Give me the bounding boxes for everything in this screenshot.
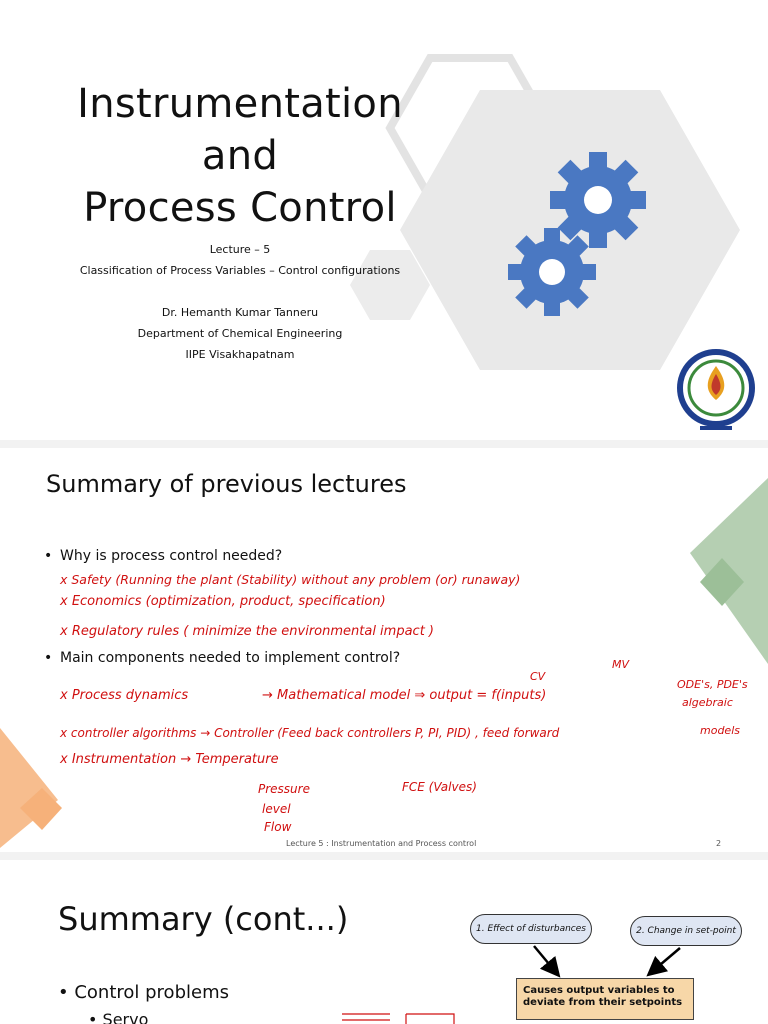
note-ode-pde: ODE's, PDE's <box>677 678 748 691</box>
arrow-disturbance <box>534 946 554 970</box>
author-name: Dr. Hemanth Kumar Tanneru <box>161 306 319 319</box>
bullet-control-problems: • Control problems <box>58 982 229 1003</box>
note-instrumentation: x Instrumentation → Temperature <box>60 752 279 767</box>
lecture-number: Lecture – 5 <box>209 243 271 256</box>
note-models: models <box>700 724 740 737</box>
note-algebraic: algebraic <box>682 696 733 709</box>
slide-heading: Summary of previous lectures <box>46 470 407 498</box>
note-pressure: Pressure <box>258 782 310 796</box>
bullet-label: Servo <box>102 1010 149 1024</box>
setpoint-pill: 2. Change in set-point <box>630 916 742 946</box>
summary-cont-slide <box>0 860 768 1024</box>
title-line-1: Instrumentation <box>77 81 403 127</box>
note-economics: x Economics (optimization, product, specification) <box>60 594 386 609</box>
note-fce-valves: FCE (Valves) <box>402 780 477 794</box>
bullet-label: Control problems <box>74 982 229 1003</box>
gear-small-icon <box>508 228 596 316</box>
diamond-orange-large <box>0 728 58 848</box>
deviation-box: Causes output variables to deviate from their setpoints <box>516 978 694 1020</box>
department-name: Department of Chemical Engineering <box>137 327 343 340</box>
page-number: 2 <box>716 839 722 848</box>
institute-logo-icon <box>676 348 756 432</box>
bullet-main-components: • Main components needed to implement control? <box>44 650 400 666</box>
bullet-servo: • Servo <box>88 1010 148 1024</box>
gears-icon <box>500 148 650 328</box>
note-flow: Flow <box>264 820 292 834</box>
slide-footer: Lecture 5 : Instrumentation and Process control <box>286 839 477 848</box>
disturbance-pill: 1. Effect of disturbances <box>470 914 592 944</box>
note-regulatory: x Regulatory rules ( minimize the environmental impact ) <box>60 624 435 639</box>
arrow-setpoint <box>654 948 680 970</box>
title-line-2: and <box>201 133 279 179</box>
note-level: level <box>262 802 291 816</box>
gear-large-icon <box>550 152 646 248</box>
slide-heading: Summary (cont...) <box>58 900 349 938</box>
note-safety: x Safety (Running the plant (Stability) without any problem (or) runaway) <box>60 572 521 587</box>
note-process-dynamics: x Process dynamics <box>60 688 189 703</box>
note-mv: MV <box>612 658 630 671</box>
bullet-why-control: • Why is process control needed? <box>44 548 282 564</box>
institute-name: IIPE Visakhapatnam <box>185 348 295 361</box>
diagram-arrows <box>520 944 700 978</box>
title-line-3: Process Control <box>83 185 397 231</box>
note-controller-algorithms: x controller algorithms → Controller (Feed back controllers P, PI, PID) , feed forward <box>60 726 560 740</box>
lecture-subtitle: Classification of Process Variables – Control configurations <box>79 264 401 277</box>
handwritten-sketch <box>340 1010 460 1024</box>
note-mathematical-model: → Mathematical model ⇒ output = f(inputs) <box>262 688 547 703</box>
note-cv: CV <box>530 670 546 683</box>
title-slide <box>0 0 768 440</box>
summary-slide <box>0 448 768 852</box>
